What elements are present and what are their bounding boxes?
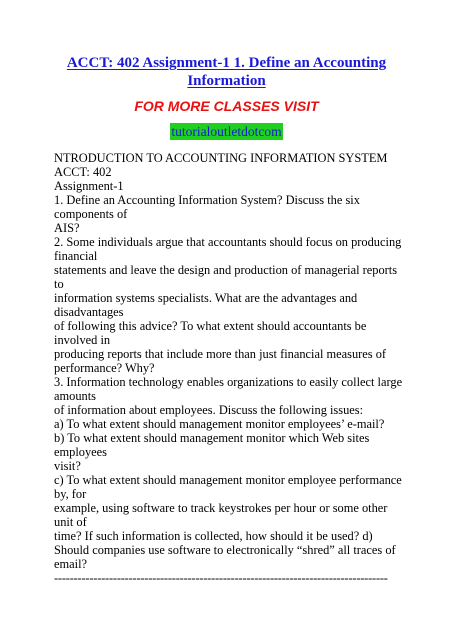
body-line: email? [54, 557, 88, 571]
body-line: NTRODUCTION TO ACCOUNTING INFORMATION SYSTEM [54, 151, 388, 165]
body-line: AIS? [54, 221, 80, 235]
promo-link[interactable]: tutorialoutletdotcom [171, 124, 282, 139]
body-line: by, for [54, 487, 87, 501]
title-line-1: ACCT: 402 Assignment-1 1. Define an Accounting [66, 55, 387, 71]
promo-link-container [0, 123, 453, 141]
body-line: 1. Define an Accounting Information System? Discuss the six [54, 193, 360, 207]
assignment-body [54, 151, 403, 585]
body-line: of following this advice? To what extent should accountants be [54, 319, 367, 333]
body-line: performance? Why? [54, 361, 155, 375]
body-line: time? If such information is collected, how should it be used? d) [54, 529, 373, 543]
body-line: disadvantages [54, 305, 124, 319]
body-line: producing reports that include more than just financial measures of [54, 347, 387, 361]
dashed-separator: ------------------------------------------------------------------------------------- [54, 571, 388, 585]
body-line: ACCT: 402 [54, 165, 112, 179]
body-line: components of [54, 207, 128, 221]
body-line: Assignment-1 [54, 179, 124, 193]
body-line: amounts [54, 389, 96, 403]
title-line-2: Information [187, 73, 266, 89]
body-line: 3. Information technology enables organizations to easily collect large [54, 375, 403, 389]
body-line: a) To what extent should management monitor employees’ e-mail? [54, 417, 385, 431]
body-line: c) To what extent should management monitor employee performance [54, 473, 402, 487]
body-line: of information about employees. Discuss the following issues: [54, 403, 364, 417]
body-line: to [54, 277, 64, 291]
body-line: Should companies use software to electronically “shred” all traces of [54, 543, 396, 557]
body-line: 2. Some individuals argue that accountants should focus on producing [54, 235, 402, 249]
promo-heading: FOR MORE CLASSES VISIT [134, 98, 319, 114]
document-title [60, 54, 393, 90]
body-line: visit? [54, 459, 81, 473]
body-line: b) To what extent should management monitor which Web sites [54, 431, 370, 445]
body-line: unit of [54, 515, 87, 529]
body-line: statements and leave the design and production of managerial reports [54, 263, 398, 277]
body-line: financial [54, 249, 98, 263]
body-line: example, using software to track keystrokes per hour or some other [54, 501, 388, 515]
body-line: involved in [54, 333, 111, 347]
body-line: employees [54, 445, 107, 459]
body-line: information systems specialists. What are the advantages and [54, 291, 358, 305]
